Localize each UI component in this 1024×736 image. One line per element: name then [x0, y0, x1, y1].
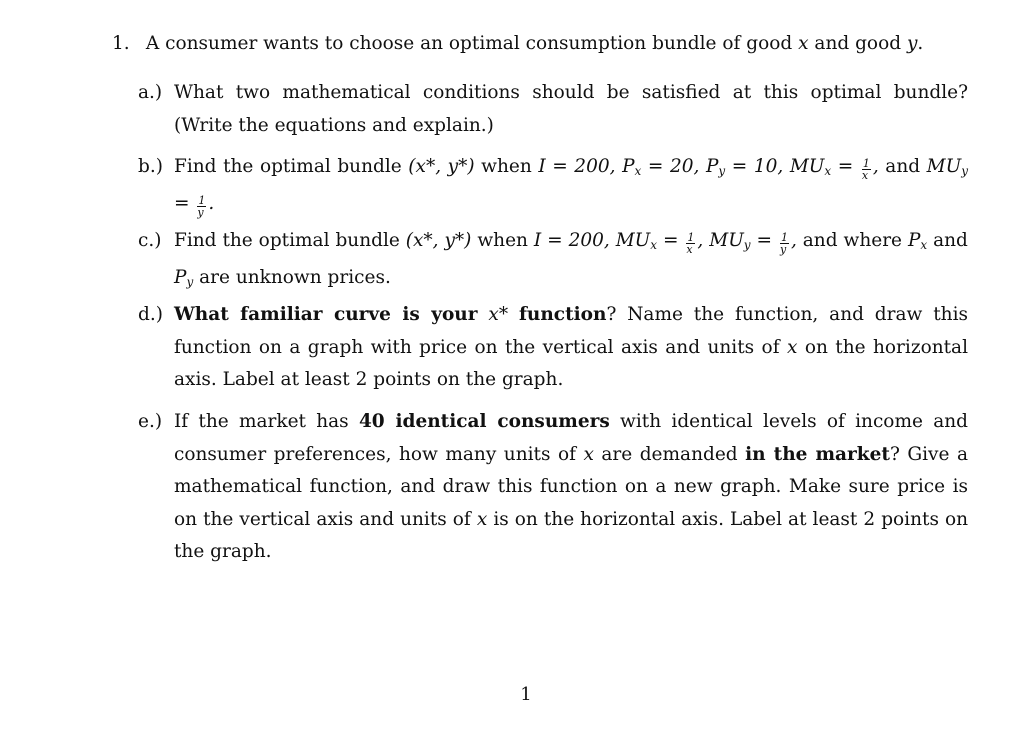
part-b-bundle: (x*, y*): [408, 156, 475, 177]
part-b-label: b.): [138, 156, 163, 177]
part-a: [138, 77, 968, 142]
var-x: x: [798, 33, 809, 54]
frac-num: 1: [198, 193, 206, 207]
part-b-income: I = 200,: [538, 156, 616, 177]
part-b-px-value: = 20,: [647, 156, 700, 177]
part-e-var-x2: x: [476, 508, 488, 530]
frac-num: 1: [780, 231, 788, 244]
part-b-when: when: [481, 156, 532, 177]
part-d-bold-function: function: [518, 304, 607, 325]
part-c-unknown: are unknown prices.: [199, 266, 391, 288]
part-e-rest: ? Give a mathematical function, and draw this function on a new graph. Make sure price is on the vertical axis and units of: [174, 443, 968, 530]
part-b-px: $P_x = 20$,: [622, 156, 700, 178]
part-a-text: What two mathematical conditions should be satisfied at this optimal bundle? (Write the equations and explain.): [174, 82, 968, 136]
part-e-mid: with identical levels of income and consumer preferences, how many units of: [174, 411, 968, 465]
part-e-mid2: are demanded: [601, 443, 738, 465]
part-e-bold-consumers: 40 identical consumers: [358, 411, 610, 432]
part-c-py: $P_y$: [174, 266, 194, 289]
part-d-text: [174, 299, 968, 397]
part-e: [138, 406, 968, 569]
frac-den: y: [197, 205, 204, 219]
part-a-label: a.): [138, 82, 163, 103]
part-b-and: and: [885, 156, 921, 177]
part-c-lead: Find the optimal bundle: [174, 230, 400, 251]
part-e-bold-market: in the market: [745, 443, 890, 465]
part-e-label: e.): [138, 411, 163, 432]
part-b-mux: $MU_x$ = $\frac{1}{x}$ ,: [789, 156, 879, 182]
frac-den: x: [686, 243, 693, 256]
page-number: 1: [520, 684, 532, 705]
question-end: .: [917, 33, 924, 54]
part-c-muy: $MU_y$ = $\frac{1}{y}$ ,: [709, 230, 797, 256]
part-d-var: x*: [488, 304, 509, 325]
frac-num: 1: [687, 231, 695, 244]
part-d-var-x: x: [786, 336, 798, 358]
question-text: A consumer wants to choose an optimal consumption bundle of good: [145, 33, 793, 54]
part-c-px: $P_x$: [907, 230, 928, 252]
question-number: 1.: [112, 33, 130, 54]
question-and: and good: [814, 33, 902, 54]
part-c-label: c.): [138, 230, 162, 251]
part-e-var-x: x: [583, 443, 594, 465]
part-b-py-value: = 10,: [731, 156, 784, 177]
part-c-when: when: [477, 230, 528, 251]
part-e-text: [174, 406, 968, 569]
part-c-and: and: [933, 230, 968, 251]
part-b-muy: $MU_y$ = $\frac{1}{y}$ .: [174, 156, 968, 219]
part-d-rest2: on the horizontal axis. Label at least 2 points on the graph.: [174, 336, 968, 390]
part-d-label: d.): [138, 304, 163, 325]
part-c-bundle: (x*, y*): [405, 230, 472, 251]
part-e-lead: If the market has: [174, 411, 349, 432]
part-d-rest: ? Name the function, and draw this function on a graph with price on the vertical axis and units of: [174, 304, 968, 358]
var-y: y: [906, 33, 918, 54]
part-d: [138, 299, 968, 397]
part-c-tail: and where: [802, 230, 902, 251]
part-b-py: $P_y = 10$,: [705, 156, 784, 178]
part-b: [138, 151, 968, 220]
question-1: [112, 32, 972, 56]
part-d-bold-lead: What familiar curve is your: [174, 304, 478, 325]
part-e-rest2: is on the horizontal axis. Label at least 2 points on the graph.: [174, 508, 969, 562]
part-b-lead: Find the optimal bundle: [174, 156, 402, 177]
frac-den: y: [779, 243, 787, 256]
part-c-income: I = 200,: [533, 230, 610, 251]
frac-den: x: [861, 169, 869, 182]
part-c: [138, 225, 968, 298]
part-c-text: [174, 225, 968, 298]
part-c-mux: $MU_x$ = $\frac{1}{x}$ ,: [615, 230, 704, 256]
frac-num: 1: [862, 157, 870, 170]
part-b-text: [174, 151, 968, 220]
